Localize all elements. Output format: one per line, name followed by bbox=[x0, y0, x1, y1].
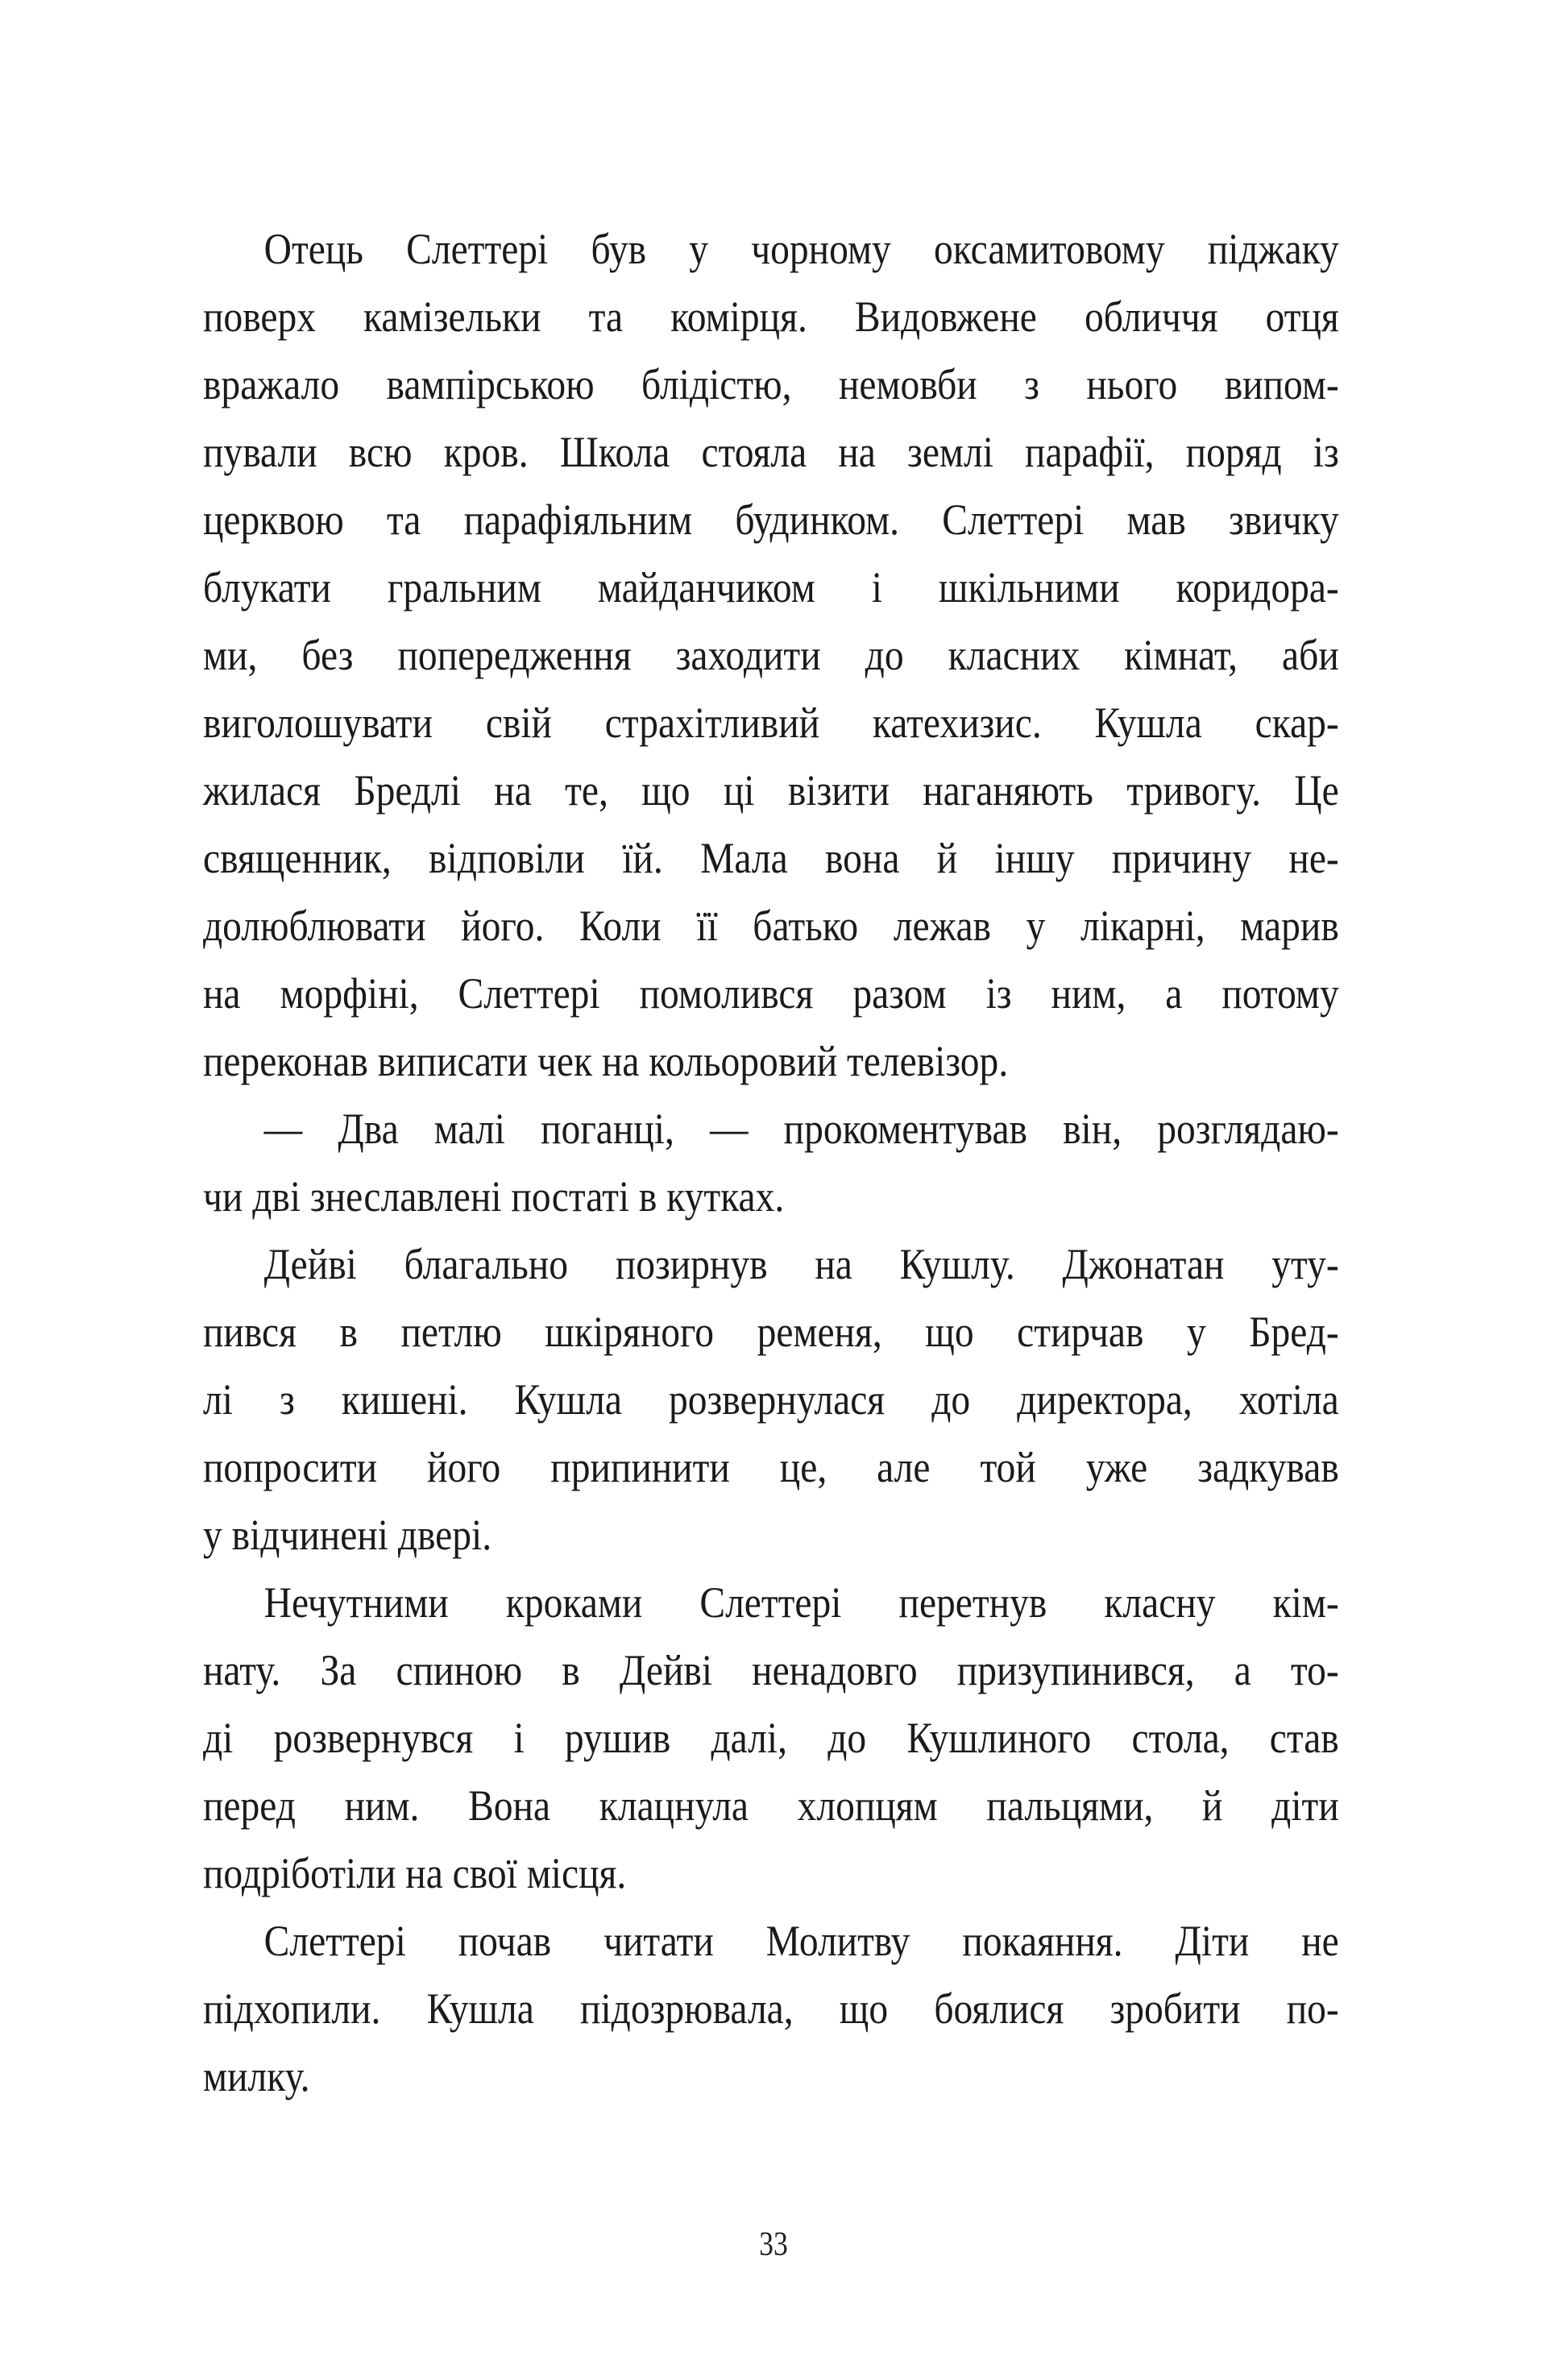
text-line: Дейві благально позирнув на Кушлу. Джонатан уту- bbox=[263, 1240, 1339, 1288]
text-line: Слеттері почав читати Молитву покаяння. Діти не bbox=[263, 1917, 1339, 1965]
text-line: перед ним. Вона клацнула хлопцям пальцями, й діти bbox=[203, 1781, 1339, 1830]
text-line: долюблювати його. Коли її батько лежав у лікарні, марив bbox=[203, 902, 1339, 950]
text-line: ді розвернувся і рушив далі, до Кушлиного стола, став bbox=[203, 1714, 1339, 1762]
text-line: вражало вампірською блідістю, немовби з нього випом- bbox=[203, 360, 1339, 408]
text-line: Нечутними кроками Слеттері перетнув класну кім- bbox=[263, 1578, 1339, 1627]
text-line: жилася Бредлі на те, що ці візити наганяють тривогу. Це bbox=[203, 766, 1339, 815]
text-line: чи дві знеславлені постаті в кутках. bbox=[203, 1172, 785, 1221]
text-line: підхопили. Кушла підозрювала, що боялися зробити по- bbox=[203, 1984, 1339, 2033]
body-text bbox=[203, 215, 1339, 2110]
text-line: Отець Слеттері був у чорному оксамитовому піджаку bbox=[263, 225, 1339, 273]
text-line: церквою та парафіяльним будинком. Слеттері мав звичку bbox=[203, 495, 1339, 544]
text-line: — Два малі поганці, — прокоментував він, розглядаю- bbox=[263, 1105, 1339, 1153]
text-line: попросити його припинити це, але той уже задкував bbox=[203, 1443, 1339, 1491]
page-number: 33 bbox=[759, 2226, 788, 2263]
text-line: блукати гральним майданчиком і шкільними коридора- bbox=[203, 563, 1339, 612]
text-line: пували всю кров. Школа стояла на землі парафії, поряд із bbox=[203, 428, 1339, 476]
text-line: милку. bbox=[203, 2052, 310, 2100]
text-line: у відчинені двері. bbox=[203, 1511, 492, 1559]
text-line: переконав виписати чек на кольоровий телевізор. bbox=[203, 1037, 1009, 1085]
text-line: священник, відповіли їй. Мала вона й іншу причину не- bbox=[203, 834, 1339, 882]
text-line: пився в петлю шкіряного ременя, що стирчав у Бред- bbox=[203, 1308, 1339, 1356]
text-line: лі з кишені. Кушла розвернулася до директора, хотіла bbox=[203, 1375, 1339, 1424]
text-line: поверх камізельки та комірця. Видовжене обличчя отця bbox=[203, 292, 1339, 341]
text-line: ми, без попередження заходити до класних кімнат, аби bbox=[203, 631, 1339, 679]
text-line: виголошувати свій страхітливий катехизис. Кушла скар- bbox=[203, 699, 1339, 747]
text-line: нату. За спиною в Дейві ненадовго призупинився, а то- bbox=[203, 1646, 1339, 1694]
text-line: подріботіли на свої місця. bbox=[203, 1849, 627, 1897]
text-line: на морфіні, Слеттері помолився разом із ним, а потому bbox=[203, 969, 1339, 1018]
